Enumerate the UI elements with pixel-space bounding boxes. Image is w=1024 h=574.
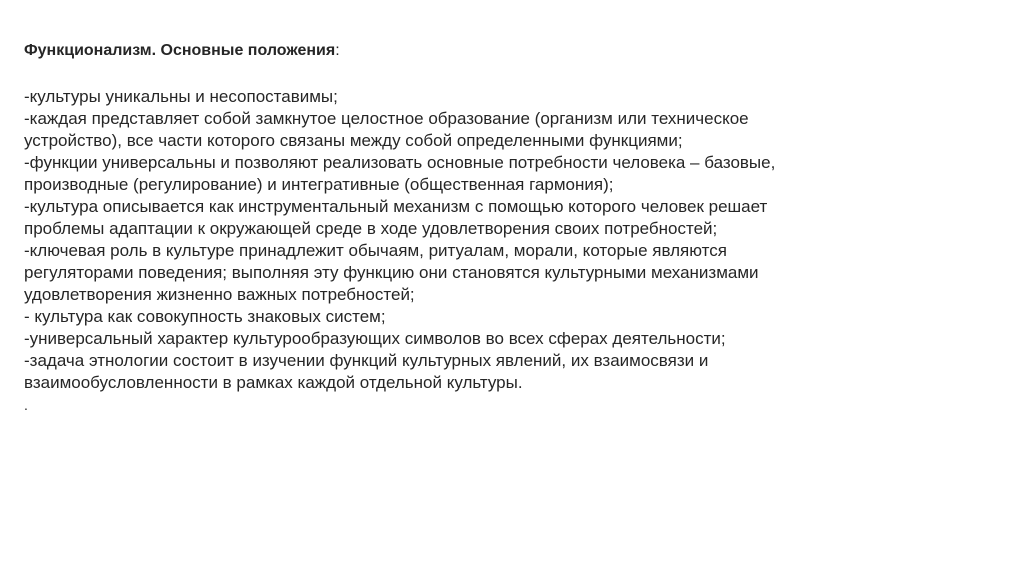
body-line: взаимообусловленности в рамках каждой отдельной культуры. bbox=[24, 373, 523, 392]
body-line: - культура как совокупность знаковых систем; bbox=[24, 307, 386, 326]
trailing-dot: . bbox=[24, 397, 28, 413]
slide-title bbox=[24, 41, 904, 61]
body-line: -культуры уникальны и несопоставимы; bbox=[24, 87, 338, 106]
body-line: устройство), все части которого связаны между собой определенными функциями; bbox=[24, 131, 683, 150]
body-line: -ключевая роль в культуре принадлежит обычаям, ритуалам, морали, которые являются bbox=[24, 241, 727, 260]
body-line: регуляторами поведения; выполняя эту функцию они становятся культурными механизмами bbox=[24, 263, 759, 282]
body-line: -культура описывается как инструментальный механизм с помощью которого человек решает bbox=[24, 197, 768, 216]
title-spacer bbox=[24, 61, 904, 86]
body-line: производные (регулирование) и интегративные (общественная гармония); bbox=[24, 175, 614, 194]
body-line: -универсальный характер культурообразующих символов во всех сферах деятельности; bbox=[24, 329, 726, 348]
slide-body bbox=[24, 86, 904, 416]
body-line: -каждая представляет собой замкнутое целостное образование (организм или техническое bbox=[24, 109, 749, 128]
slide-title-colon: : bbox=[335, 42, 340, 59]
slide-content bbox=[24, 41, 904, 416]
body-line: -функции универсальны и позволяют реализовать основные потребности человека – базовые, bbox=[24, 153, 776, 172]
body-line: -задача этнологии состоит в изучении функций культурных явлений, их взаимосвязи и bbox=[24, 351, 709, 370]
body-line: проблемы адаптации к окружающей среде в ходе удовлетворения своих потребностей; bbox=[24, 219, 718, 238]
body-line: удовлетворения жизненно важных потребностей; bbox=[24, 285, 415, 304]
slide-title-text: Функционализм. Основные положения bbox=[24, 42, 336, 59]
